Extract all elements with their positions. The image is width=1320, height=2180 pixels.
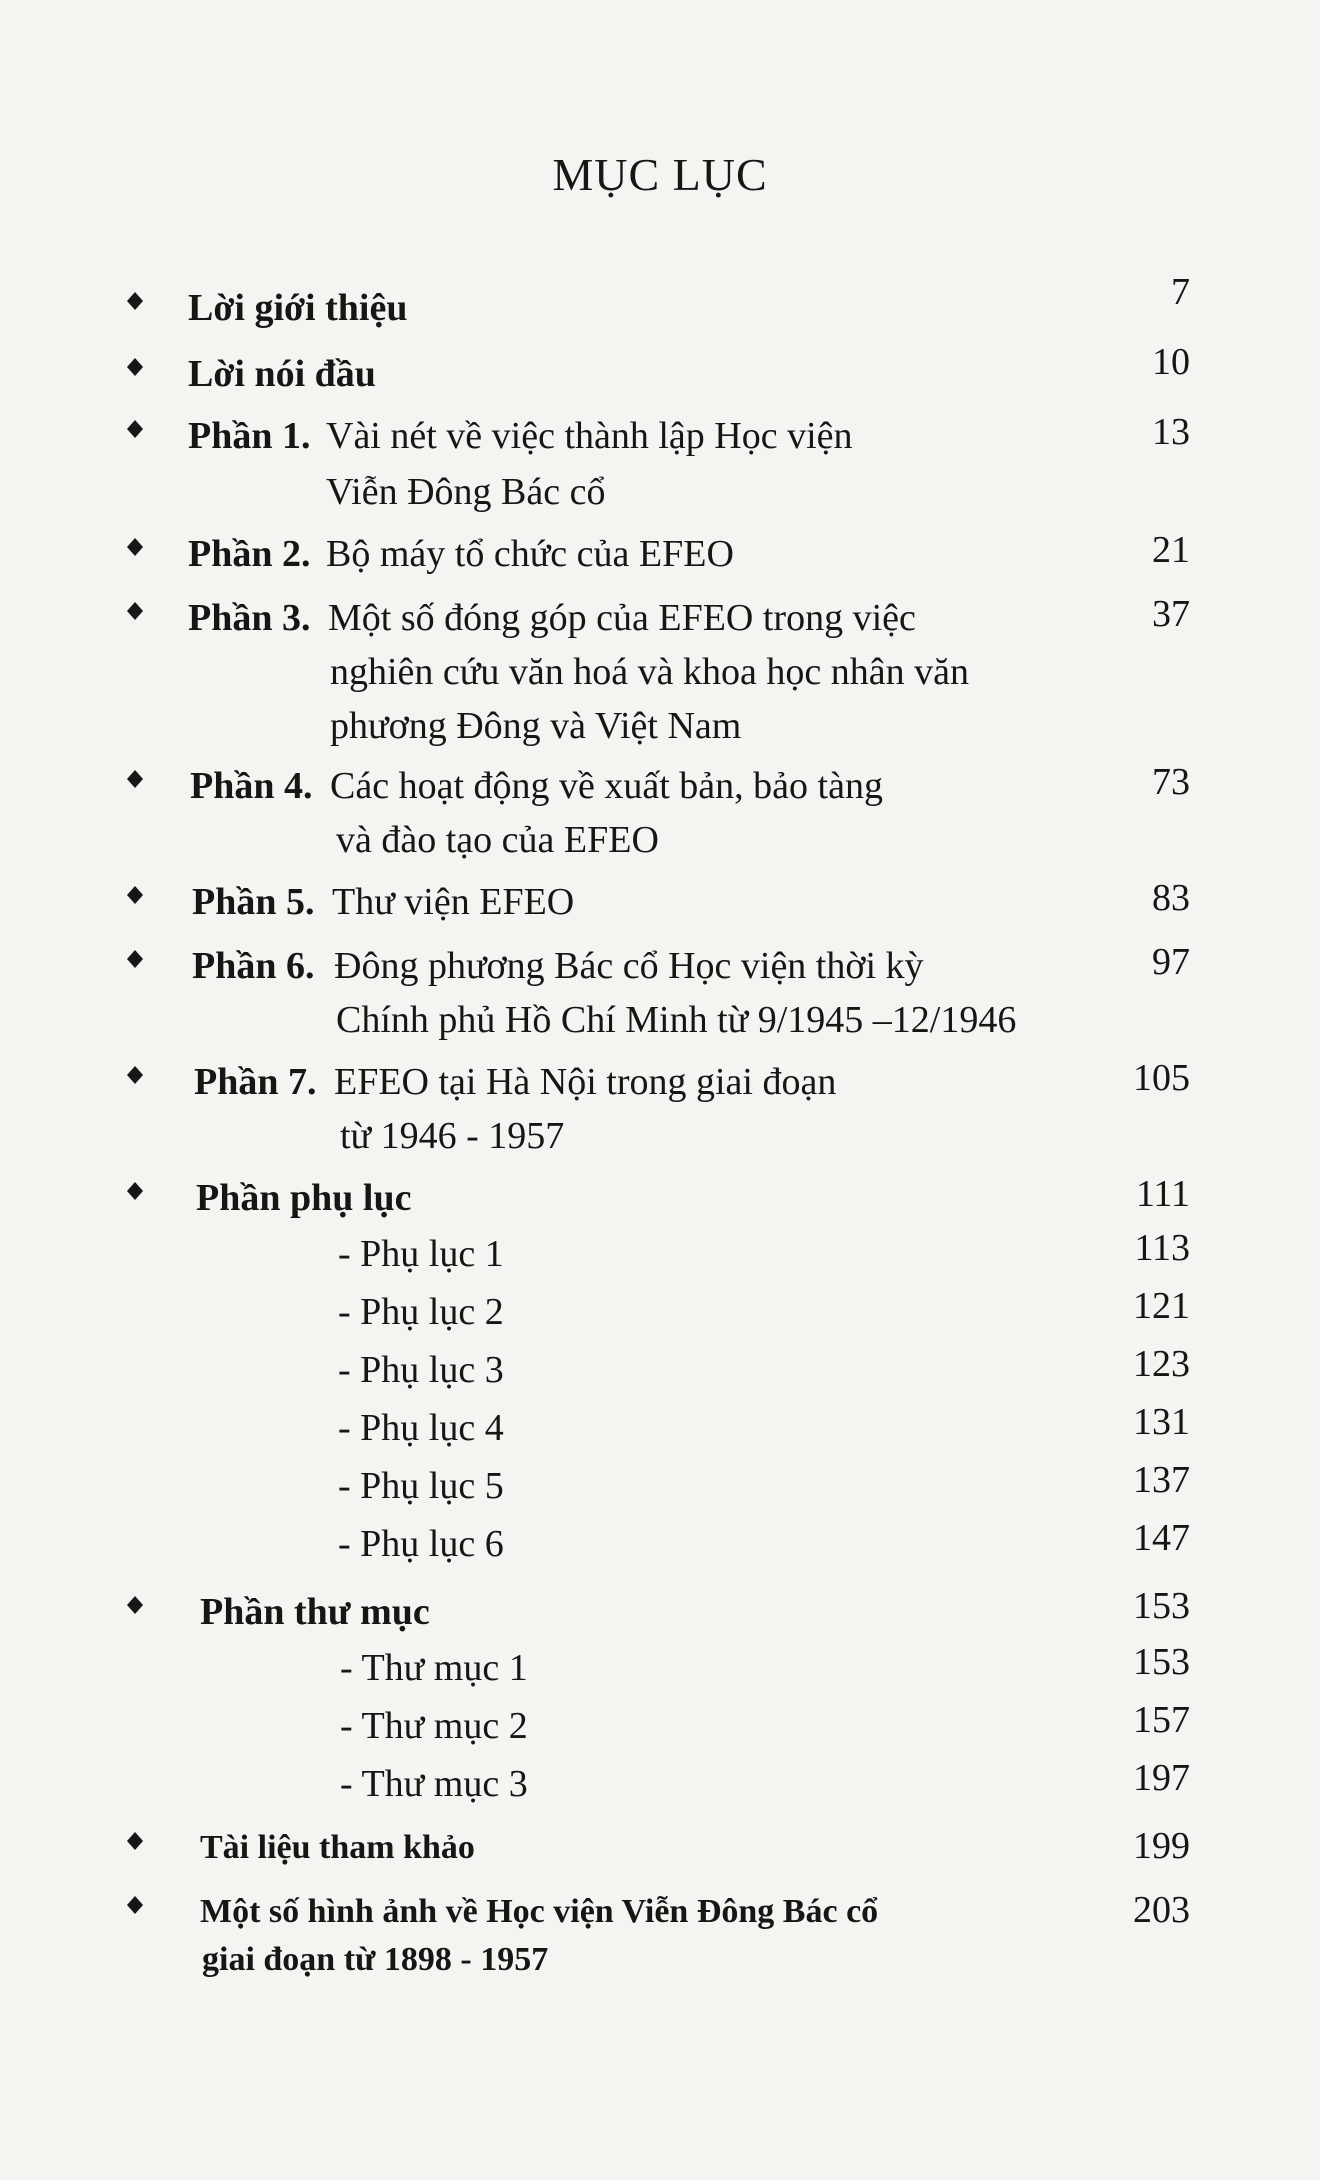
diamond-bullet-icon <box>126 886 144 904</box>
diamond-bullet-icon <box>126 1832 144 1850</box>
entry-title-continued: từ 1946 - 1957 <box>340 1115 565 1157</box>
entry-title: Thư viện EFEO <box>332 881 575 923</box>
diamond-bullet-icon <box>126 770 144 788</box>
subentry-label: - Phụ lục 6 <box>338 1523 504 1565</box>
page-number: 137 <box>1133 1459 1190 1501</box>
page-number: 199 <box>1133 1825 1190 1867</box>
page-number: 123 <box>1133 1343 1190 1385</box>
subentry-label: - Thư mục 2 <box>340 1705 528 1747</box>
page-number: 153 <box>1133 1641 1190 1683</box>
entry-title: Một số hình ảnh về Học viện Viễn Đông Bác cổ <box>200 1893 879 1930</box>
entry-title-continued: giai đoạn từ 1898 - 1957 <box>202 1941 549 1978</box>
entry-label: Phần 2. <box>188 533 311 575</box>
entry-label: Phần 1. <box>188 415 311 457</box>
diamond-bullet-icon <box>126 1066 144 1084</box>
entry-label: Phần 3. <box>188 597 311 639</box>
page-title: MỤC LỤC <box>552 149 768 200</box>
entry-label: Phần thư mục <box>200 1591 430 1633</box>
entry-title: Đông phương Bác cổ Học viện thời kỳ <box>334 945 924 987</box>
page-number: 10 <box>1152 341 1190 383</box>
diamond-bullet-icon <box>126 950 144 968</box>
entry-title: EFEO tại Hà Nội trong giai đoạn <box>334 1061 837 1103</box>
diamond-bullet-icon <box>126 358 144 376</box>
entry-label: Lời nói đầu <box>188 353 376 395</box>
entry-label: Lời giới thiệu <box>188 287 408 329</box>
diamond-bullet-icon <box>126 538 144 556</box>
page-number: 97 <box>1152 941 1190 983</box>
entry-label: Phần phụ lục <box>196 1177 412 1219</box>
entry-label: Phần 4. <box>190 765 313 807</box>
page-number: 153 <box>1133 1585 1190 1627</box>
subentry-label: - Phụ lục 2 <box>338 1291 504 1333</box>
subentry-label: - Phụ lục 1 <box>338 1233 504 1275</box>
entry-title: Bộ máy tổ chức của EFEO <box>326 533 734 575</box>
entry-title-continued: và đào tạo của EFEO <box>336 819 659 861</box>
entry-label: Phần 6. <box>192 945 315 987</box>
page-number: 121 <box>1133 1285 1190 1327</box>
subentry-label: - Phụ lục 3 <box>338 1349 504 1391</box>
page-number: 157 <box>1133 1699 1190 1741</box>
subentry-label: - Phụ lục 5 <box>338 1465 504 1507</box>
page-number: 83 <box>1152 877 1190 919</box>
entry-title: Một số đóng góp của EFEO trong việc <box>328 597 916 639</box>
subentry-label: - Phụ lục 4 <box>338 1407 504 1449</box>
subentry-label: - Thư mục 3 <box>340 1763 528 1805</box>
entry-label: Phần 7. <box>194 1061 317 1103</box>
diamond-bullet-icon <box>126 292 144 310</box>
diamond-bullet-icon <box>126 1596 144 1614</box>
page-number: 131 <box>1133 1401 1190 1443</box>
entry-title: Các hoạt động về xuất bản, bảo tàng <box>330 765 883 807</box>
page-number: 37 <box>1152 593 1190 635</box>
page-number: 105 <box>1133 1057 1190 1099</box>
page-number: 113 <box>1134 1227 1190 1269</box>
page-number: 13 <box>1152 411 1190 453</box>
subentry-label: - Thư mục 1 <box>340 1647 528 1689</box>
diamond-bullet-icon <box>126 1182 144 1200</box>
diamond-bullet-icon <box>126 1896 144 1914</box>
page-number: 73 <box>1152 761 1190 803</box>
entry-label: Phần 5. <box>192 881 315 923</box>
diamond-bullet-icon <box>126 420 144 438</box>
page-number: 21 <box>1152 529 1190 571</box>
entry-title-continued: nghiên cứu văn hoá và khoa học nhân văn <box>330 651 969 693</box>
entry-title-continued: Viễn Đông Bác cổ <box>326 471 606 513</box>
diamond-bullet-icon <box>126 602 144 620</box>
entry-label: Tài liệu tham khảo <box>200 1829 475 1866</box>
page-number: 7 <box>1171 271 1190 313</box>
entry-title: Vài nét về việc thành lập Học viện <box>326 415 853 457</box>
entry-title-continued: Chính phủ Hồ Chí Minh từ 9/1945 –12/1946 <box>336 999 1017 1041</box>
page-number: 111 <box>1135 1173 1190 1215</box>
page-number: 197 <box>1133 1757 1190 1799</box>
entry-title-continued: phương Đông và Việt Nam <box>330 705 742 747</box>
page-number: 203 <box>1133 1889 1190 1931</box>
page-number: 147 <box>1133 1517 1190 1559</box>
